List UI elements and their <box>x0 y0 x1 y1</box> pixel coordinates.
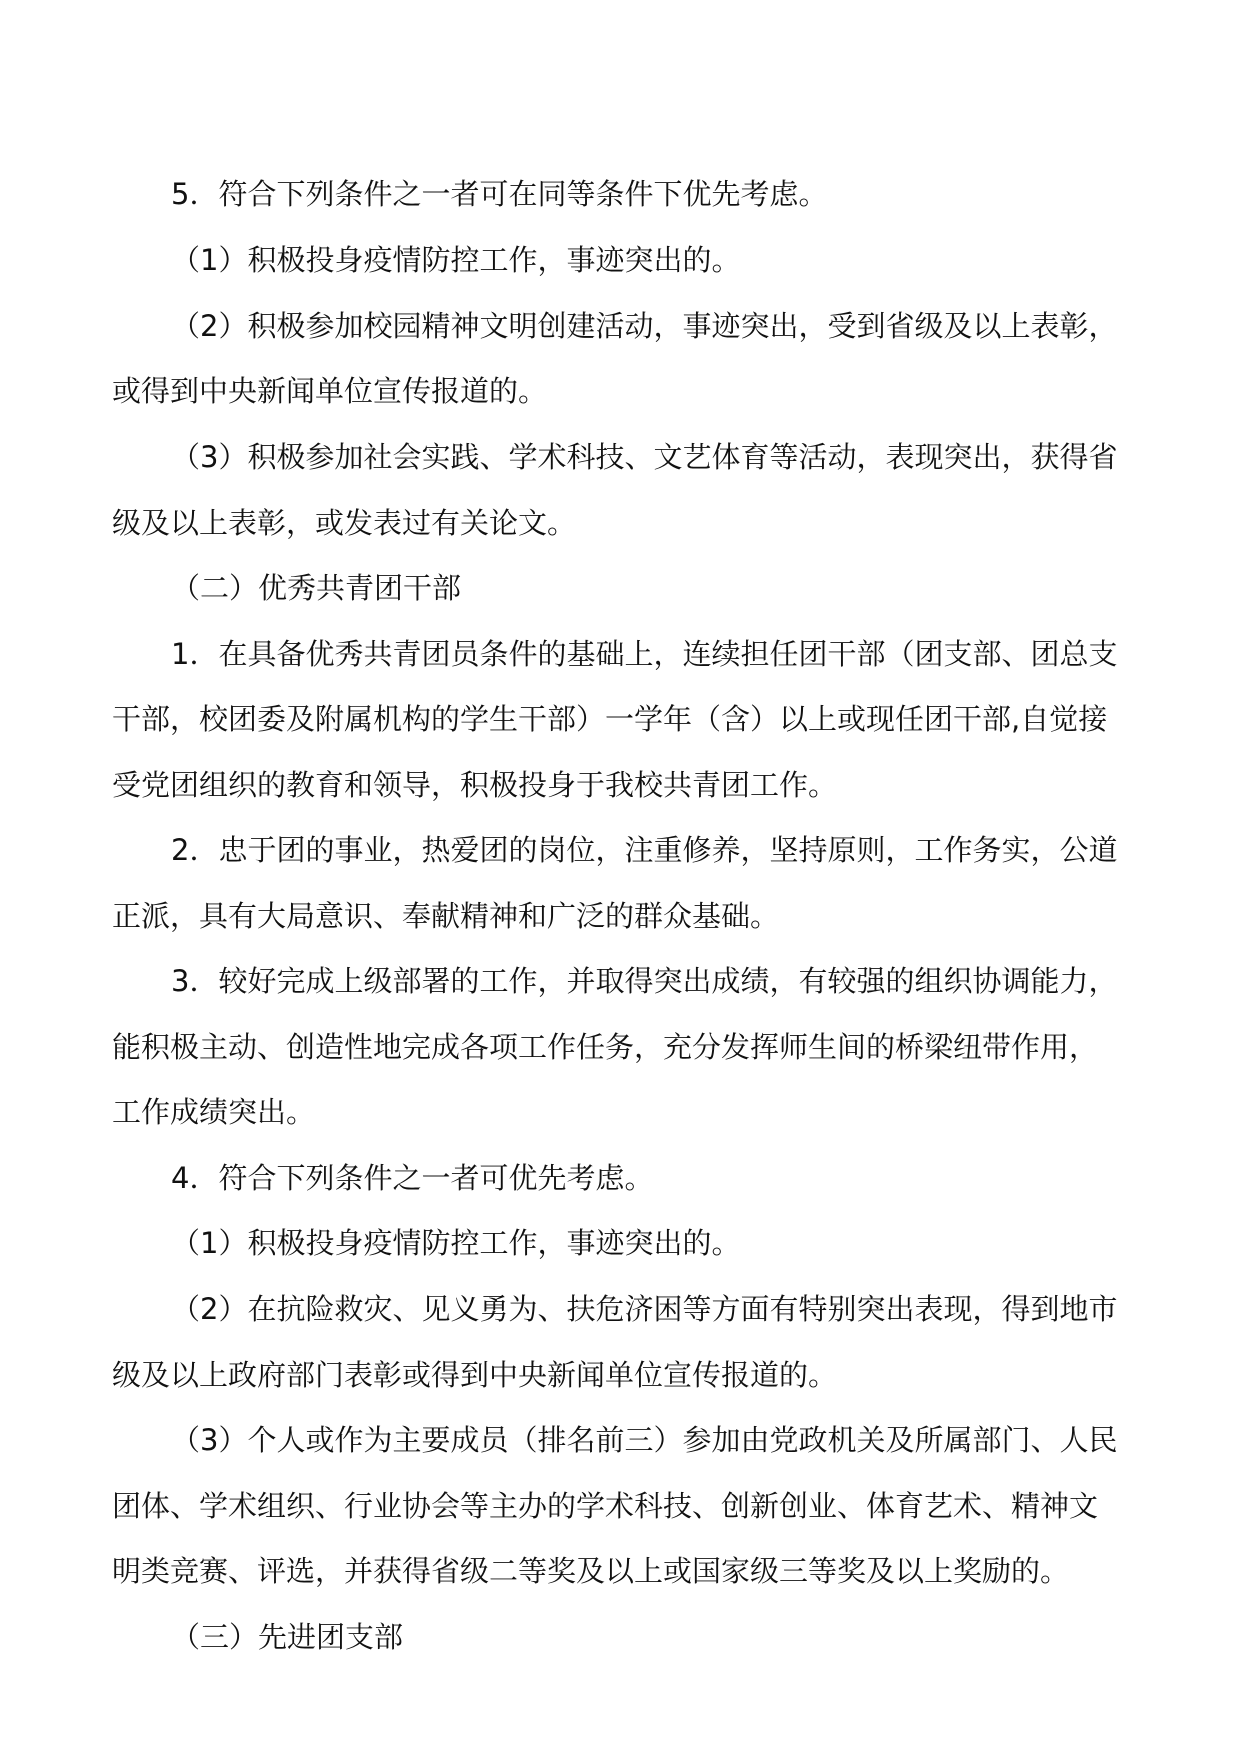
paragraph-line: 5．符合下列条件之一者可在同等条件下优先考虑。 <box>171 177 828 211</box>
paragraph-line: 3．较好完成上级部署的工作，并取得突出成绩，有较强的组织协调能力， <box>171 964 1118 998</box>
paragraph-line: 2．忠于团的事业，热爱团的岗位，注重修养，坚持原则，工作务实，公道 <box>171 833 1118 867</box>
paragraph-line: 干部，校团委及附属机构的学生干部）一学年（含）以上或现任团干部,自觉接 <box>112 702 1108 736</box>
paragraph-line: （2）在抗险救灾、见义勇为、扶危济困等方面有特别突出表现，得到地市 <box>171 1292 1118 1326</box>
paragraph-line: 能积极主动、创造性地完成各项工作任务，充分发挥师生间的桥梁纽带作用， <box>112 1030 1099 1064</box>
paragraph-line: 团体、学术组织、行业协会等主办的学术科技、创新创业、体育艺术、精神文 <box>112 1489 1099 1523</box>
paragraph-line: 4．符合下列条件之一者可优先考虑。 <box>171 1161 654 1195</box>
paragraph-line: （2）积极参加校园精神文明创建活动，事迹突出，受到省级及以上表彰， <box>171 309 1118 343</box>
paragraph-line: 受党团组织的教育和领导，积极投身于我校共青团工作。 <box>112 768 838 802</box>
paragraph-line: （1）积极投身疫情防控工作，事迹突出的。 <box>171 1226 741 1260</box>
paragraph-line: 正派，具有大局意识、奉献精神和广泛的群众基础。 <box>112 899 780 933</box>
paragraph-line: 明类竞赛、评选，并获得省级二等奖及以上或国家级三等奖及以上奖励的。 <box>112 1554 1070 1588</box>
paragraph-line: （1）积极投身疫情防控工作，事迹突出的。 <box>171 243 741 277</box>
paragraph-line: 1．在具备优秀共青团员条件的基础上，连续担任团干部（团支部、团总支 <box>171 637 1118 671</box>
paragraph-line: （3）个人或作为主要成员（排名前三）参加由党政机关及所属部门、人民 <box>171 1423 1118 1457</box>
section-heading: （三）先进团支部 <box>171 1620 404 1654</box>
paragraph-line: 级及以上政府部门表彰或得到中央新闻单位宣传报道的。 <box>112 1358 838 1392</box>
paragraph-line: 工作成绩突出。 <box>112 1095 316 1129</box>
section-heading: （二）优秀共青团干部 <box>171 571 462 605</box>
paragraph-line: 或得到中央新闻单位宣传报道的。 <box>112 374 548 408</box>
paragraph-line: （3）积极参加社会实践、学术科技、文艺体育等活动，表现突出，获得省 <box>171 440 1118 474</box>
paragraph-line: 级及以上表彰，或发表过有关论文。 <box>112 506 577 540</box>
